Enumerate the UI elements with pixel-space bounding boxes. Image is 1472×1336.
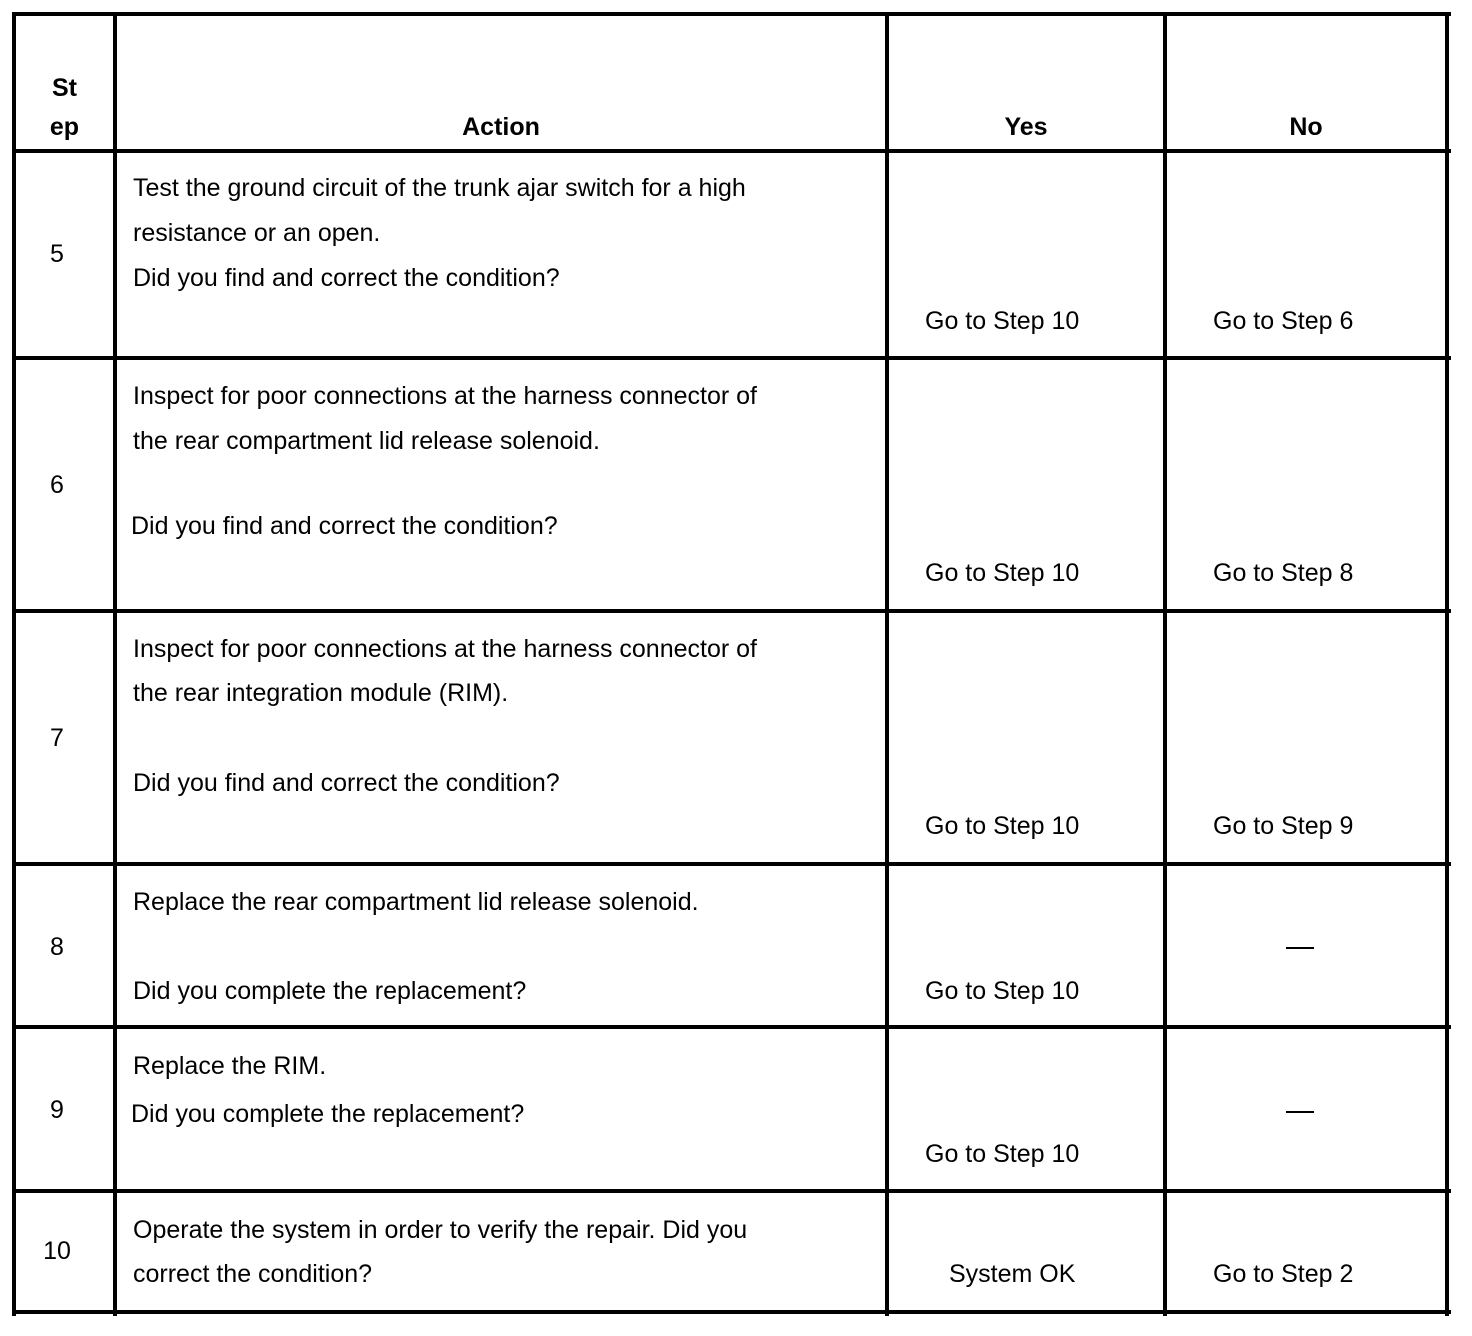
row-divider — [12, 1025, 1451, 1029]
yes-result: Go to Step 10 — [925, 307, 1080, 335]
table-border-right — [1445, 12, 1449, 1316]
yes-result: Go to Step 10 — [925, 559, 1080, 587]
no-result: Go to Step 8 — [1213, 559, 1354, 587]
action-text: the rear integration module (RIM). — [133, 679, 509, 707]
step-number: 5 — [50, 240, 64, 268]
action-text: resistance or an open. — [133, 219, 381, 247]
no-result-dash — [1286, 947, 1314, 949]
action-text: the rear compartment lid release solenoid. — [133, 427, 600, 455]
action-question: Did you complete the replacement? — [133, 977, 527, 1005]
action-question: Did you complete the replacement? — [131, 1100, 525, 1128]
header-divider — [12, 149, 1451, 153]
action-text: Replace the rear compartment lid release solenoid. — [133, 888, 699, 916]
row-divider — [12, 356, 1451, 360]
no-result: Go to Step 9 — [1213, 812, 1354, 840]
no-result: Go to Step 2 — [1213, 1260, 1354, 1288]
header-step-line2: ep — [49, 113, 80, 141]
header-yes: Yes — [1004, 113, 1048, 141]
column-divider-action — [113, 12, 117, 1316]
action-text: Test the ground circuit of the trunk ajar switch for a high — [133, 174, 746, 202]
yes-result: Go to Step 10 — [925, 977, 1080, 1005]
action-question: Did you find and correct the condition? — [133, 769, 560, 797]
action-question: Did you find and correct the condition? — [131, 512, 558, 540]
table-border-top — [12, 12, 1451, 16]
header-no: No — [1289, 113, 1323, 141]
step-number: 7 — [50, 724, 64, 752]
step-number: 9 — [50, 1096, 64, 1124]
action-text: Inspect for poor connections at the harness connector of — [133, 635, 757, 663]
no-result — [1286, 1101, 1314, 1102]
no-result-dash — [1286, 1111, 1314, 1113]
table-border-bottom — [12, 1310, 1451, 1314]
column-divider-yes — [885, 12, 889, 1316]
yes-result: Go to Step 10 — [925, 812, 1080, 840]
step-number: 10 — [43, 1237, 71, 1265]
column-divider-no — [1163, 12, 1167, 1316]
row-divider — [12, 609, 1451, 613]
action-question: Did you find and correct the condition? — [133, 264, 560, 292]
step-number: 6 — [50, 471, 64, 499]
action-question: correct the condition? — [133, 1260, 373, 1288]
no-result: Go to Step 6 — [1213, 307, 1354, 335]
yes-result: System OK — [949, 1260, 1076, 1288]
action-text: Operate the system in order to verify the repair. Did you — [133, 1216, 748, 1244]
action-text: Replace the RIM. — [133, 1052, 327, 1080]
action-text: Inspect for poor connections at the harness connector of — [133, 382, 757, 410]
row-divider — [12, 1189, 1451, 1193]
header-action: Action — [462, 113, 540, 141]
header-step-line1: St — [52, 74, 77, 102]
step-number: 8 — [50, 933, 64, 961]
yes-result: Go to Step 10 — [925, 1140, 1080, 1168]
no-result — [1286, 937, 1314, 938]
row-divider — [12, 862, 1451, 866]
